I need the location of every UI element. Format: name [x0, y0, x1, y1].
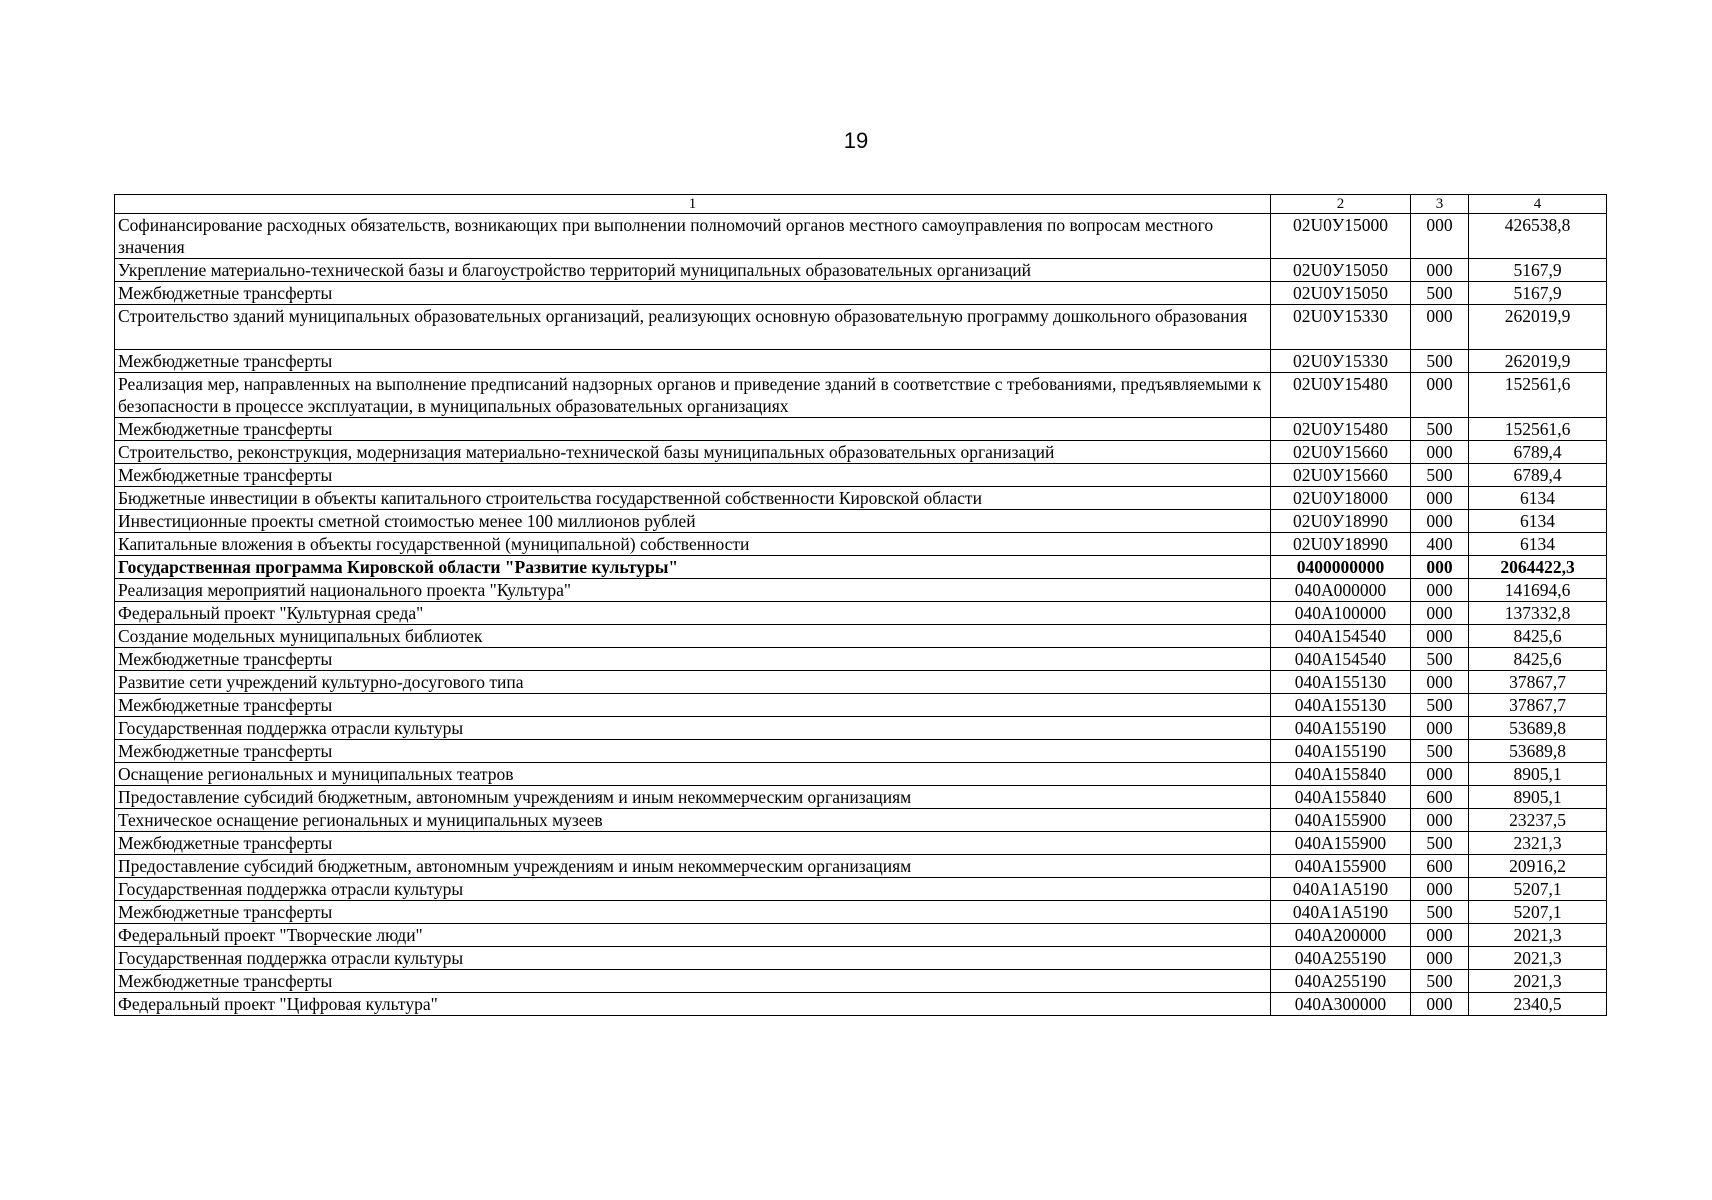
row-code-cell: 040A255190 [1271, 970, 1411, 993]
row-name-cell: Капитальные вложения в объекты государственной (муниципальной) собственности [115, 533, 1271, 556]
table-row [115, 510, 1607, 533]
row-code-cell: 02U0У15480 [1271, 418, 1411, 441]
row-amount-cell: 6789,4 [1469, 464, 1607, 487]
row-type-cell: 000 [1411, 809, 1469, 832]
row-type-cell: 000 [1411, 993, 1469, 1016]
row-name-cell: Создание модельных муниципальных библиотек [115, 625, 1271, 648]
row-name-cell: Предоставление субсидий бюджетным, автономным учреждениям и иным некоммерческим организациям [115, 855, 1271, 878]
table-body [115, 214, 1607, 1016]
row-name-cell: Техническое оснащение региональных и муниципальных музеев [115, 809, 1271, 832]
row-name-cell: Реализация мероприятий национального проекта "Культура" [115, 579, 1271, 602]
row-type-cell: 500 [1411, 648, 1469, 671]
row-amount-cell: 137332,8 [1469, 602, 1607, 625]
row-amount-cell: 262019,9 [1469, 350, 1607, 373]
row-type-cell: 000 [1411, 671, 1469, 694]
row-amount-cell: 5167,9 [1469, 282, 1607, 305]
table-row [115, 993, 1607, 1016]
row-code-cell: 040A155190 [1271, 740, 1411, 763]
row-name-cell: Софинансирование расходных обязательств, возникающих при выполнении полномочий органов местного самоуправления по вопросам местного значения [115, 214, 1271, 259]
row-name-cell: Строительство, реконструкция, модернизация материально-технической базы муниципальных образовательных организаций [115, 441, 1271, 464]
row-name-cell: Межбюджетные трансферты [115, 282, 1271, 305]
row-amount-cell: 2021,3 [1469, 924, 1607, 947]
row-type-cell: 600 [1411, 786, 1469, 809]
row-type-cell: 500 [1411, 418, 1469, 441]
row-type-cell: 000 [1411, 556, 1469, 579]
row-type-cell: 000 [1411, 763, 1469, 786]
row-code-cell: 040A155900 [1271, 809, 1411, 832]
row-code-cell: 040A155900 [1271, 832, 1411, 855]
row-name-cell: Государственная программа Кировской области "Развитие культуры" [115, 556, 1271, 579]
row-name-cell: Межбюджетные трансферты [115, 970, 1271, 993]
row-amount-cell: 152561,6 [1469, 373, 1607, 418]
table-row [115, 878, 1607, 901]
row-code-cell: 02U0У15480 [1271, 373, 1411, 418]
row-amount-cell: 2021,3 [1469, 947, 1607, 970]
row-type-cell: 500 [1411, 694, 1469, 717]
row-type-cell: 500 [1411, 901, 1469, 924]
header-col-4: 4 [1469, 195, 1607, 214]
budget-table [114, 194, 1607, 1016]
table-row [115, 305, 1607, 350]
row-code-cell: 02U0У15000 [1271, 214, 1411, 259]
header-col-3: 3 [1411, 195, 1469, 214]
row-code-cell: 02U0У18000 [1271, 487, 1411, 510]
row-amount-cell: 53689,8 [1469, 740, 1607, 763]
row-type-cell: 000 [1411, 878, 1469, 901]
row-name-cell: Строительство зданий муниципальных образовательных организаций, реализующих основную образовательную программу дошкольного образования [115, 305, 1271, 350]
row-name-cell: Инвестиционные проекты сметной стоимостью менее 100 миллионов рублей [115, 510, 1271, 533]
row-code-cell: 040A155840 [1271, 786, 1411, 809]
row-code-cell: 040A155190 [1271, 717, 1411, 740]
row-name-cell: Развитие сети учреждений культурно-досугового типа [115, 671, 1271, 694]
row-amount-cell: 37867,7 [1469, 694, 1607, 717]
table-row [115, 602, 1607, 625]
row-type-cell: 000 [1411, 947, 1469, 970]
row-type-cell: 500 [1411, 464, 1469, 487]
row-type-cell: 000 [1411, 602, 1469, 625]
row-code-cell: 040A154540 [1271, 648, 1411, 671]
row-type-cell: 000 [1411, 579, 1469, 602]
row-type-cell: 000 [1411, 510, 1469, 533]
row-name-cell: Межбюджетные трансферты [115, 648, 1271, 671]
table-row [115, 947, 1607, 970]
row-code-cell: 02U0У15050 [1271, 259, 1411, 282]
row-amount-cell: 5167,9 [1469, 259, 1607, 282]
row-code-cell: 040A200000 [1271, 924, 1411, 947]
table-row [115, 441, 1607, 464]
table-row [115, 464, 1607, 487]
row-amount-cell: 6134 [1469, 487, 1607, 510]
row-code-cell: 02U0У18990 [1271, 533, 1411, 556]
row-code-cell: 040A154540 [1271, 625, 1411, 648]
table-row [115, 832, 1607, 855]
row-code-cell: 040A000000 [1271, 579, 1411, 602]
row-code-cell: 040A1A5190 [1271, 878, 1411, 901]
row-type-cell: 000 [1411, 441, 1469, 464]
table-row [115, 809, 1607, 832]
row-name-cell: Межбюджетные трансферты [115, 694, 1271, 717]
table-row [115, 671, 1607, 694]
row-code-cell: 02U0У18990 [1271, 510, 1411, 533]
row-amount-cell: 6789,4 [1469, 441, 1607, 464]
table-row [115, 648, 1607, 671]
row-amount-cell: 8425,6 [1469, 625, 1607, 648]
row-amount-cell: 53689,8 [1469, 717, 1607, 740]
header-col-1: 1 [115, 195, 1271, 214]
row-name-cell: Межбюджетные трансферты [115, 418, 1271, 441]
row-code-cell: 040A255190 [1271, 947, 1411, 970]
row-type-cell: 000 [1411, 717, 1469, 740]
row-amount-cell: 141694,6 [1469, 579, 1607, 602]
row-amount-cell: 6134 [1469, 533, 1607, 556]
table-row [115, 786, 1607, 809]
row-name-cell: Межбюджетные трансферты [115, 832, 1271, 855]
table-row [115, 717, 1607, 740]
row-amount-cell: 2321,3 [1469, 832, 1607, 855]
row-type-cell: 500 [1411, 282, 1469, 305]
row-amount-cell: 23237,5 [1469, 809, 1607, 832]
row-type-cell: 000 [1411, 373, 1469, 418]
row-name-cell: Государственная поддержка отрасли культуры [115, 717, 1271, 740]
row-amount-cell: 5207,1 [1469, 878, 1607, 901]
row-name-cell: Укрепление материально-технической базы и благоустройство территорий муниципальных образовательных организаций [115, 259, 1271, 282]
table-row [115, 373, 1607, 418]
row-name-cell: Федеральный проект "Цифровая культура" [115, 993, 1271, 1016]
row-code-cell: 02U0У15330 [1271, 350, 1411, 373]
row-amount-cell: 8905,1 [1469, 786, 1607, 809]
row-name-cell: Предоставление субсидий бюджетным, автономным учреждениям и иным некоммерческим организациям [115, 786, 1271, 809]
page-number: 19 [843, 128, 869, 153]
row-amount-cell: 426538,8 [1469, 214, 1607, 259]
row-code-cell: 0400000000 [1271, 556, 1411, 579]
row-code-cell: 040A100000 [1271, 602, 1411, 625]
table-row [115, 924, 1607, 947]
row-amount-cell: 262019,9 [1469, 305, 1607, 350]
table-row [115, 487, 1607, 510]
table-row [115, 625, 1607, 648]
row-code-cell: 040A155130 [1271, 671, 1411, 694]
table-row [115, 214, 1607, 259]
row-code-cell: 040A155900 [1271, 855, 1411, 878]
row-name-cell: Межбюджетные трансферты [115, 350, 1271, 373]
table-row [115, 855, 1607, 878]
row-code-cell: 02U0У15660 [1271, 441, 1411, 464]
row-type-cell: 000 [1411, 625, 1469, 648]
row-type-cell: 000 [1411, 259, 1469, 282]
row-type-cell: 000 [1411, 305, 1469, 350]
row-code-cell: 02U0У15330 [1271, 305, 1411, 350]
row-code-cell: 040A300000 [1271, 993, 1411, 1016]
table-row [115, 418, 1607, 441]
row-name-cell: Государственная поддержка отрасли культуры [115, 947, 1271, 970]
row-type-cell: 000 [1411, 214, 1469, 259]
row-name-cell: Бюджетные инвестиции в объекты капитального строительства государственной собственности Кировской области [115, 487, 1271, 510]
table-row [115, 259, 1607, 282]
table-row [115, 282, 1607, 305]
table-row [115, 350, 1607, 373]
table-row [115, 579, 1607, 602]
row-type-cell: 500 [1411, 970, 1469, 993]
table-row [115, 970, 1607, 993]
row-type-cell: 500 [1411, 740, 1469, 763]
row-name-cell: Межбюджетные трансферты [115, 464, 1271, 487]
row-name-cell: Федеральный проект "Творческие люди" [115, 924, 1271, 947]
header-col-2: 2 [1271, 195, 1411, 214]
row-amount-cell: 20916,2 [1469, 855, 1607, 878]
table-header-row [115, 195, 1607, 214]
table-row [115, 556, 1607, 579]
row-code-cell: 02U0У15660 [1271, 464, 1411, 487]
row-amount-cell: 8425,6 [1469, 648, 1607, 671]
row-code-cell: 040A1A5190 [1271, 901, 1411, 924]
row-amount-cell: 2021,3 [1469, 970, 1607, 993]
table-row [115, 533, 1607, 556]
table-row [115, 901, 1607, 924]
row-name-cell: Государственная поддержка отрасли культуры [115, 878, 1271, 901]
row-amount-cell: 5207,1 [1469, 901, 1607, 924]
row-code-cell: 040A155840 [1271, 763, 1411, 786]
table-row [115, 763, 1607, 786]
table-row [115, 740, 1607, 763]
row-type-cell: 500 [1411, 350, 1469, 373]
row-name-cell: Федеральный проект "Культурная среда" [115, 602, 1271, 625]
row-name-cell: Оснащение региональных и муниципальных театров [115, 763, 1271, 786]
row-amount-cell: 2064422,3 [1469, 556, 1607, 579]
row-type-cell: 400 [1411, 533, 1469, 556]
row-type-cell: 000 [1411, 487, 1469, 510]
row-amount-cell: 152561,6 [1469, 418, 1607, 441]
row-type-cell: 600 [1411, 855, 1469, 878]
row-name-cell: Реализация мер, направленных на выполнение предписаний надзорных органов и приведение зданий в соответствие с требованиями, предъявляемыми к безопасности в процессе эксплуатации, в муниципальных образовательных организациях [115, 373, 1271, 418]
row-name-cell: Межбюджетные трансферты [115, 740, 1271, 763]
table-row [115, 694, 1607, 717]
row-amount-cell: 6134 [1469, 510, 1607, 533]
row-name-cell: Межбюджетные трансферты [115, 901, 1271, 924]
row-type-cell: 500 [1411, 832, 1469, 855]
row-amount-cell: 2340,5 [1469, 993, 1607, 1016]
row-code-cell: 040A155130 [1271, 694, 1411, 717]
row-amount-cell: 37867,7 [1469, 671, 1607, 694]
row-code-cell: 02U0У15050 [1271, 282, 1411, 305]
row-amount-cell: 8905,1 [1469, 763, 1607, 786]
row-type-cell: 000 [1411, 924, 1469, 947]
